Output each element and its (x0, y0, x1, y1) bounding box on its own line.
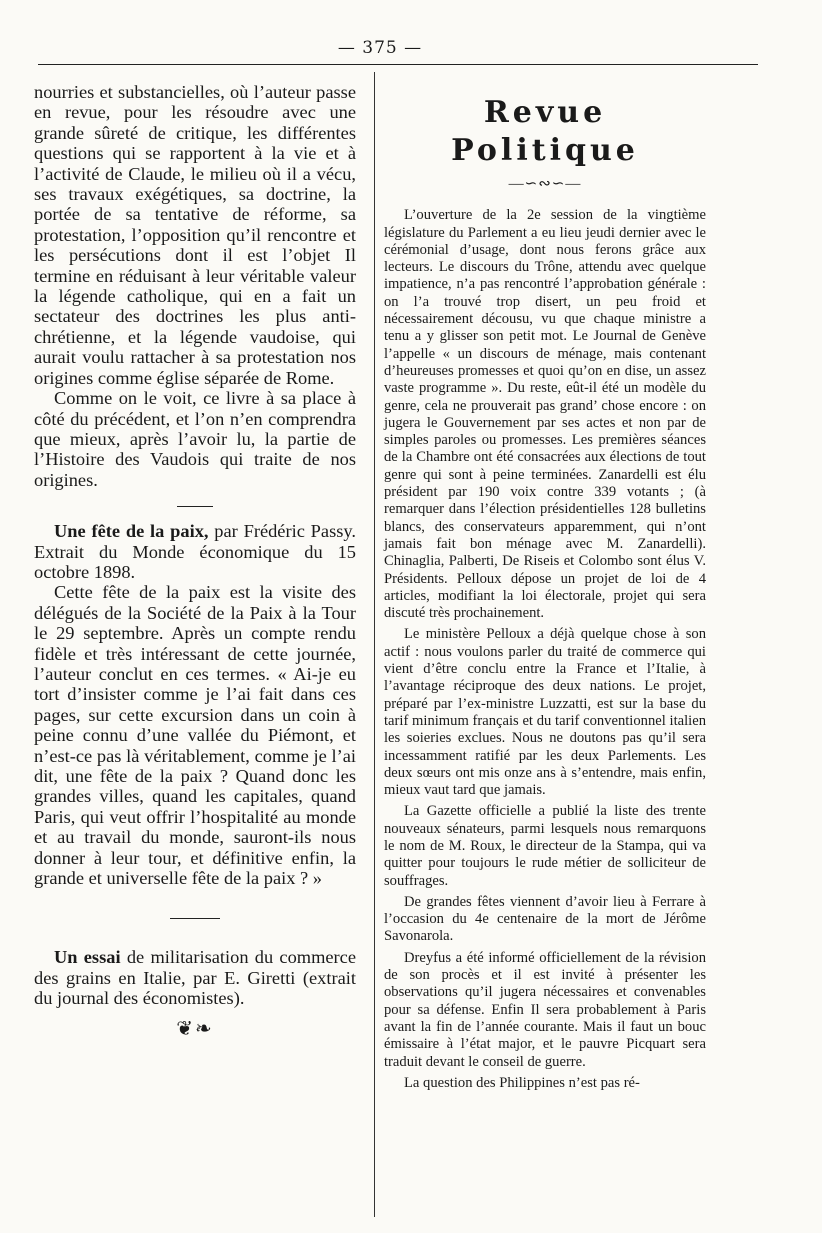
paragraph: Le ministère Pelloux a déjà quelque chose à son actif : nous voulons parler du traité de commerce qui vient d’être conclu entre la France et l’Italie, à l’avantage réciproque des deux nations. Le projet, préparé par l’ex-ministre Luzzatti, est sur la base du tarif minimum français et du tarif conventionnel italien les soieries exclues. Nous ne doutons pas qu’il sera incessamment ratifié par les deux Parlements. Les deux sœurs ont mis onze ans à s’entendre, mais enfin, mieux vaut tard que jamais. (384, 626, 706, 799)
fete-title: Une fête de la paix, (54, 521, 209, 542)
separator-rule (177, 506, 213, 507)
separator-rule (170, 918, 220, 919)
left-column (34, 82, 356, 1039)
page-number: — 375 — (337, 38, 423, 58)
paragraph: La Gazette officielle a publié la liste des trente nouveaux sénateurs, parmi lesquels nous remarquons le nom de M. Roux, le directeur de la Stampa, qui va quitter pour toujours le rude métier de solliciteur de souffrages. (384, 803, 706, 889)
fete-source: par Frédéric Passy. Extrait du Monde économique du 15 octobre 1898. (34, 521, 356, 582)
paragraph: L’ouverture de la 2e session de la vingtième législature du Parlement a eu lieu jeudi dernier avec le cérémonial d’usage, dont nous ferons grâce aux lecteurs. Le discours du Trône, attendu avec quelque impatience, n’a pas rencontré l’approbation générale : on l’a trouvé trop disert, un peu froid et nécessairement décousu, vu que chaque ministre a tenu a y glisser son petit mot. Le Journal de Genève l’appelle « un discours de ménage, mais contenant d’heureuses promesses et quoi qu’on en dise, un assez vaste programme ». Du reste, eût-il été un modèle du genre, cela ne prouverait pas grand’ chose encore : on jugera le Gouvernement par ses actes et non par de simples paroles ou promesses. Les premières séances de la Chambre ont été consacrées aux élections de tout genre qui sont à peine terminées. Zanardelli est élu président par 190 voix contre 339 votants ; (à remarquer dans l’élection présidentielles 128 bulletins blancs, des conservateurs apparemment, qui n’ont jamais fait bon ménage avec M. Zanardelli). Chinaglia, Palberti, De Riseis et Colombo sont élus V. Présidents. Pelloux dépose un projet de loi de 4 articles, modifiant la loi électorale, projet qui sera discuté très prochainement. (384, 207, 706, 622)
review-continuation: nourries et substancielles, où l’auteur passe en revue, pour les résoudre avec une grande sûreté de critique, les différentes questions qui se rapportent à la vie et à l’activité de Claude, le milieu où il a vécu, ses travaux exégétiques, sa doctrine, la portée de sa tentative de réforme, sa protestation, l’opposition qu’il rencontre et les persécutions dont il est l’objet Il termine en réduisant à leur véritable valeur la légende catholique, qui en a fait un sectateur des doctrines les plus anti-chrétienne, et la légende vaudoise, qui aurait voulu rattacher à sa protestation nos origines comme église séparée de Rome. (34, 82, 356, 388)
fete-entry (34, 521, 356, 582)
section-title: Revue Politique (451, 95, 639, 168)
column-divider (374, 72, 375, 1217)
flourish-ornament: —∽∾∽— (508, 176, 582, 192)
ornament-icon: ❦❧ (176, 1017, 214, 1040)
essai-body: de militarisation du commerce des grains en Italie, par E. Giretti (extrait du journal des économistes). (34, 947, 356, 1009)
essai-title: Un essai (54, 947, 121, 968)
paragraph: De grandes fêtes viennent d’avoir lieu à Ferrare à l’occasion du 4e centenaire de la mort de Jérôme Savonarola. (384, 893, 706, 945)
paragraph: Dreyfus a été informé officiellement de la révision de son procès et il est invité à présenter les observations qu’il jugera nécessaires et convenables pour sa défense. Enfin Il sera probablement à Paris avant la fin de l’année courante. Mais il faut un bouc émissaire à l’état major, et le pauvre Picquart sera traduit devant le conseil de guerre. (384, 949, 706, 1070)
review-conclusion: Comme on le voit, ce livre à sa place à côté du précédent, et l’on n’en comprendra que mieux, après l’avoir lu, la partie de l’Histoire des Vaudois qui traite de nos origines. (34, 388, 356, 490)
fete-body: Cette fête de la paix est la visite des délégués de la Société de la Paix à la Tour le 29 septembre. Après un compte rendu fidèle et très intéressant de cette journée, l’auteur conclut en ces termes. « Ai-je eu tort d’insister comme je l’ai fait dans ces pages, sur cette excursion dans un coin à peine connu d’une vallée du Piémont, et n’est-ce pas là véritablement, comme je l’ai dit, une fête de la paix ? Quand donc les grandes villes, quand les capitales, quand Paris, qui veut offrir l’hospitalité au monde et au travail du monde, sauront-ils nous donner à leur tour, et définitive enfin, la grande et universelle fête de la paix ? » (34, 582, 356, 889)
essai-entry (34, 947, 356, 1008)
right-column (384, 82, 706, 1096)
paragraph: La question des Philippines n’est pas ré- (404, 1074, 640, 1091)
header-rule (38, 64, 758, 65)
